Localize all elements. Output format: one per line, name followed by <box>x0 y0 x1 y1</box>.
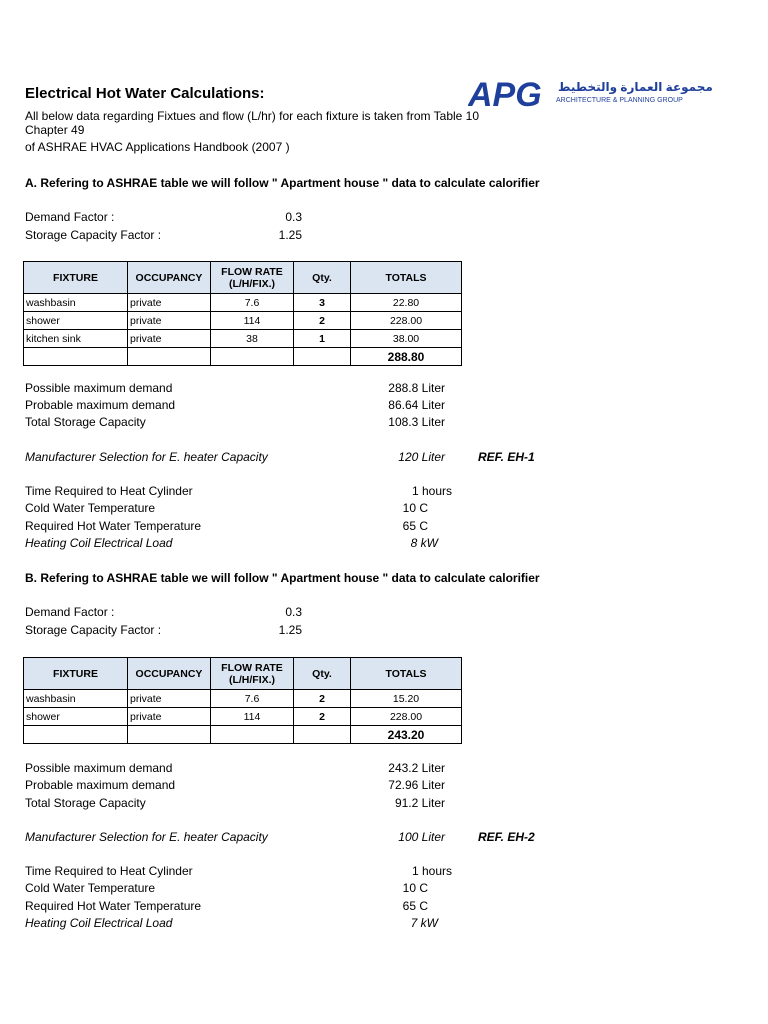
cell-fixture: washbasin <box>24 690 128 708</box>
header-flow-rate <box>211 658 294 690</box>
cell-total: 15.20 <box>351 690 462 708</box>
section-a-heading: A. Refering to ASHRAE table we will follow " Apartment house " data to calculate calorifier <box>25 176 540 190</box>
header-qty: Qty. <box>294 658 351 690</box>
b-load-label: Heating Coil Electrical Load <box>25 916 173 930</box>
a-hot-value: 65 C <box>402 519 428 533</box>
cell-empty <box>128 726 211 744</box>
table-header-row <box>24 262 462 294</box>
b-possible-label: Possible maximum demand <box>25 761 173 775</box>
cell-qty: 1 <box>294 330 351 348</box>
a-cold-label: Cold Water Temperature <box>25 501 156 515</box>
cell-total: 38.00 <box>351 330 462 348</box>
grand-total: 288.80 <box>351 348 462 366</box>
header-flow-rate-line1: FLOW RATE <box>221 265 283 278</box>
b-mfr-label: Manufacturer Selection for E. heater Capacity <box>25 830 268 844</box>
b-time-label: Time Required to Heat Cylinder <box>25 864 193 878</box>
cell-flow: 114 <box>211 708 294 726</box>
fixture-table-a <box>23 261 462 366</box>
apg-logo <box>468 76 713 110</box>
header-occupancy: OCCUPANCY <box>128 658 211 690</box>
table-row <box>24 312 462 330</box>
cell-flow: 114 <box>211 312 294 330</box>
logo-english: ARCHITECTURE & PLANNING GROUP <box>556 97 683 104</box>
logo-mark-text: APG <box>468 76 542 110</box>
b-cold-value: 10 C <box>402 881 428 895</box>
section-b-heading: B. Refering to ASHRAE table we will follow " Apartment house " data to calculate calorifier <box>25 571 540 585</box>
cell-fixture: washbasin <box>24 294 128 312</box>
cell-empty <box>24 726 128 744</box>
cell-fixture: shower <box>24 708 128 726</box>
header-totals: TOTALS <box>351 262 462 294</box>
header-fixture: FIXTURE <box>24 262 128 294</box>
b-hot-value: 65 C <box>402 899 428 913</box>
a-load-label: Heating Coil Electrical Load <box>25 536 173 550</box>
a-total-storage-label: Total Storage Capacity <box>25 415 146 429</box>
header-flow-rate <box>211 262 294 294</box>
cell-flow: 7.6 <box>211 690 294 708</box>
a-mfr-label: Manufacturer Selection for E. heater Capacity <box>25 450 268 464</box>
cell-occupancy: private <box>128 294 211 312</box>
a-probable-value: 86.64 Liter <box>388 398 445 412</box>
cell-qty: 2 <box>294 312 351 330</box>
b-storage-factor-value: 1.25 <box>278 623 302 637</box>
header-flow-rate-line2: (L/H/FIX.) <box>228 673 276 686</box>
table-row <box>24 690 462 708</box>
b-cold-label: Cold Water Temperature <box>25 881 156 895</box>
cell-empty <box>211 726 294 744</box>
header-occupancy: OCCUPANCY <box>128 262 211 294</box>
b-total-storage-label: Total Storage Capacity <box>25 796 146 810</box>
cell-occupancy: private <box>128 690 211 708</box>
cell-empty <box>211 348 294 366</box>
table-row <box>24 294 462 312</box>
table-row <box>24 330 462 348</box>
cell-empty <box>24 348 128 366</box>
b-demand-factor-label: Demand Factor : <box>25 605 115 619</box>
header-flow-rate-line1: FLOW RATE <box>221 661 283 674</box>
cell-empty <box>294 348 351 366</box>
a-storage-factor-value: 1.25 <box>278 228 302 242</box>
a-probable-label: Probable maximum demand <box>25 398 176 412</box>
cell-empty <box>128 348 211 366</box>
a-time-label: Time Required to Heat Cylinder <box>25 484 193 498</box>
cell-empty <box>294 726 351 744</box>
b-possible-value: 243.2 Liter <box>388 761 445 775</box>
a-possible-label: Possible maximum demand <box>25 381 173 395</box>
cell-qty: 2 <box>294 690 351 708</box>
b-ref: REF. EH-2 <box>478 830 535 844</box>
a-storage-factor-label: Storage Capacity Factor : <box>25 228 162 242</box>
a-hot-label: Required Hot Water Temperature <box>25 519 202 533</box>
a-possible-value: 288.8 Liter <box>388 381 445 395</box>
a-ref: REF. EH-1 <box>478 450 535 464</box>
cell-occupancy: private <box>128 330 211 348</box>
a-cold-value: 10 C <box>402 501 428 515</box>
cell-flow: 38 <box>211 330 294 348</box>
b-storage-factor-label: Storage Capacity Factor : <box>25 623 162 637</box>
page-title: Electrical Hot Water Calculations: <box>25 85 265 102</box>
a-demand-factor-label: Demand Factor : <box>25 210 115 224</box>
a-demand-factor-value: 0.3 <box>285 210 302 224</box>
a-load-value: 8 kW <box>410 536 438 550</box>
table-header-row <box>24 658 462 690</box>
b-load-value: 7 kW <box>410 916 438 930</box>
intro-line-2: Chapter 49 <box>25 123 85 137</box>
header-flow-rate-line2: (L/H/FIX.) <box>228 277 276 290</box>
a-mfr-value: 120 Liter <box>398 450 445 464</box>
table-total-row <box>24 348 462 366</box>
b-demand-factor-value: 0.3 <box>285 605 302 619</box>
b-total-storage-value: 91.2 Liter <box>394 796 445 810</box>
a-time-value: 1 hours <box>411 484 452 498</box>
b-probable-label: Probable maximum demand <box>25 778 176 792</box>
grand-total: 243.20 <box>351 726 462 744</box>
header-totals: TOTALS <box>351 658 462 690</box>
header-fixture: FIXTURE <box>24 658 128 690</box>
fixture-table-b <box>23 657 462 744</box>
cell-total: 22.80 <box>351 294 462 312</box>
intro-line-3: of ASHRAE HVAC Applications Handbook (2007 ) <box>25 140 290 154</box>
cell-flow: 7.6 <box>211 294 294 312</box>
cell-occupancy: private <box>128 708 211 726</box>
b-mfr-value: 100 Liter <box>398 830 445 844</box>
table-total-row <box>24 726 462 744</box>
cell-occupancy: private <box>128 312 211 330</box>
cell-total: 228.00 <box>351 708 462 726</box>
logo-arabic: مجموعة العمارة والتخطيط <box>558 80 713 94</box>
cell-fixture: shower <box>24 312 128 330</box>
a-total-storage-value: 108.3 Liter <box>388 415 445 429</box>
b-hot-label: Required Hot Water Temperature <box>25 899 202 913</box>
b-probable-value: 72.96 Liter <box>388 778 445 792</box>
cell-qty: 2 <box>294 708 351 726</box>
cell-fixture: kitchen sink <box>24 330 128 348</box>
b-time-value: 1 hours <box>411 864 452 878</box>
table-row <box>24 708 462 726</box>
header-qty: Qty. <box>294 262 351 294</box>
intro-line-1: All below data regarding Fixtues and flow (L/hr) for each fixture is taken from Table 10 <box>25 109 480 123</box>
cell-qty: 3 <box>294 294 351 312</box>
cell-total: 228.00 <box>351 312 462 330</box>
